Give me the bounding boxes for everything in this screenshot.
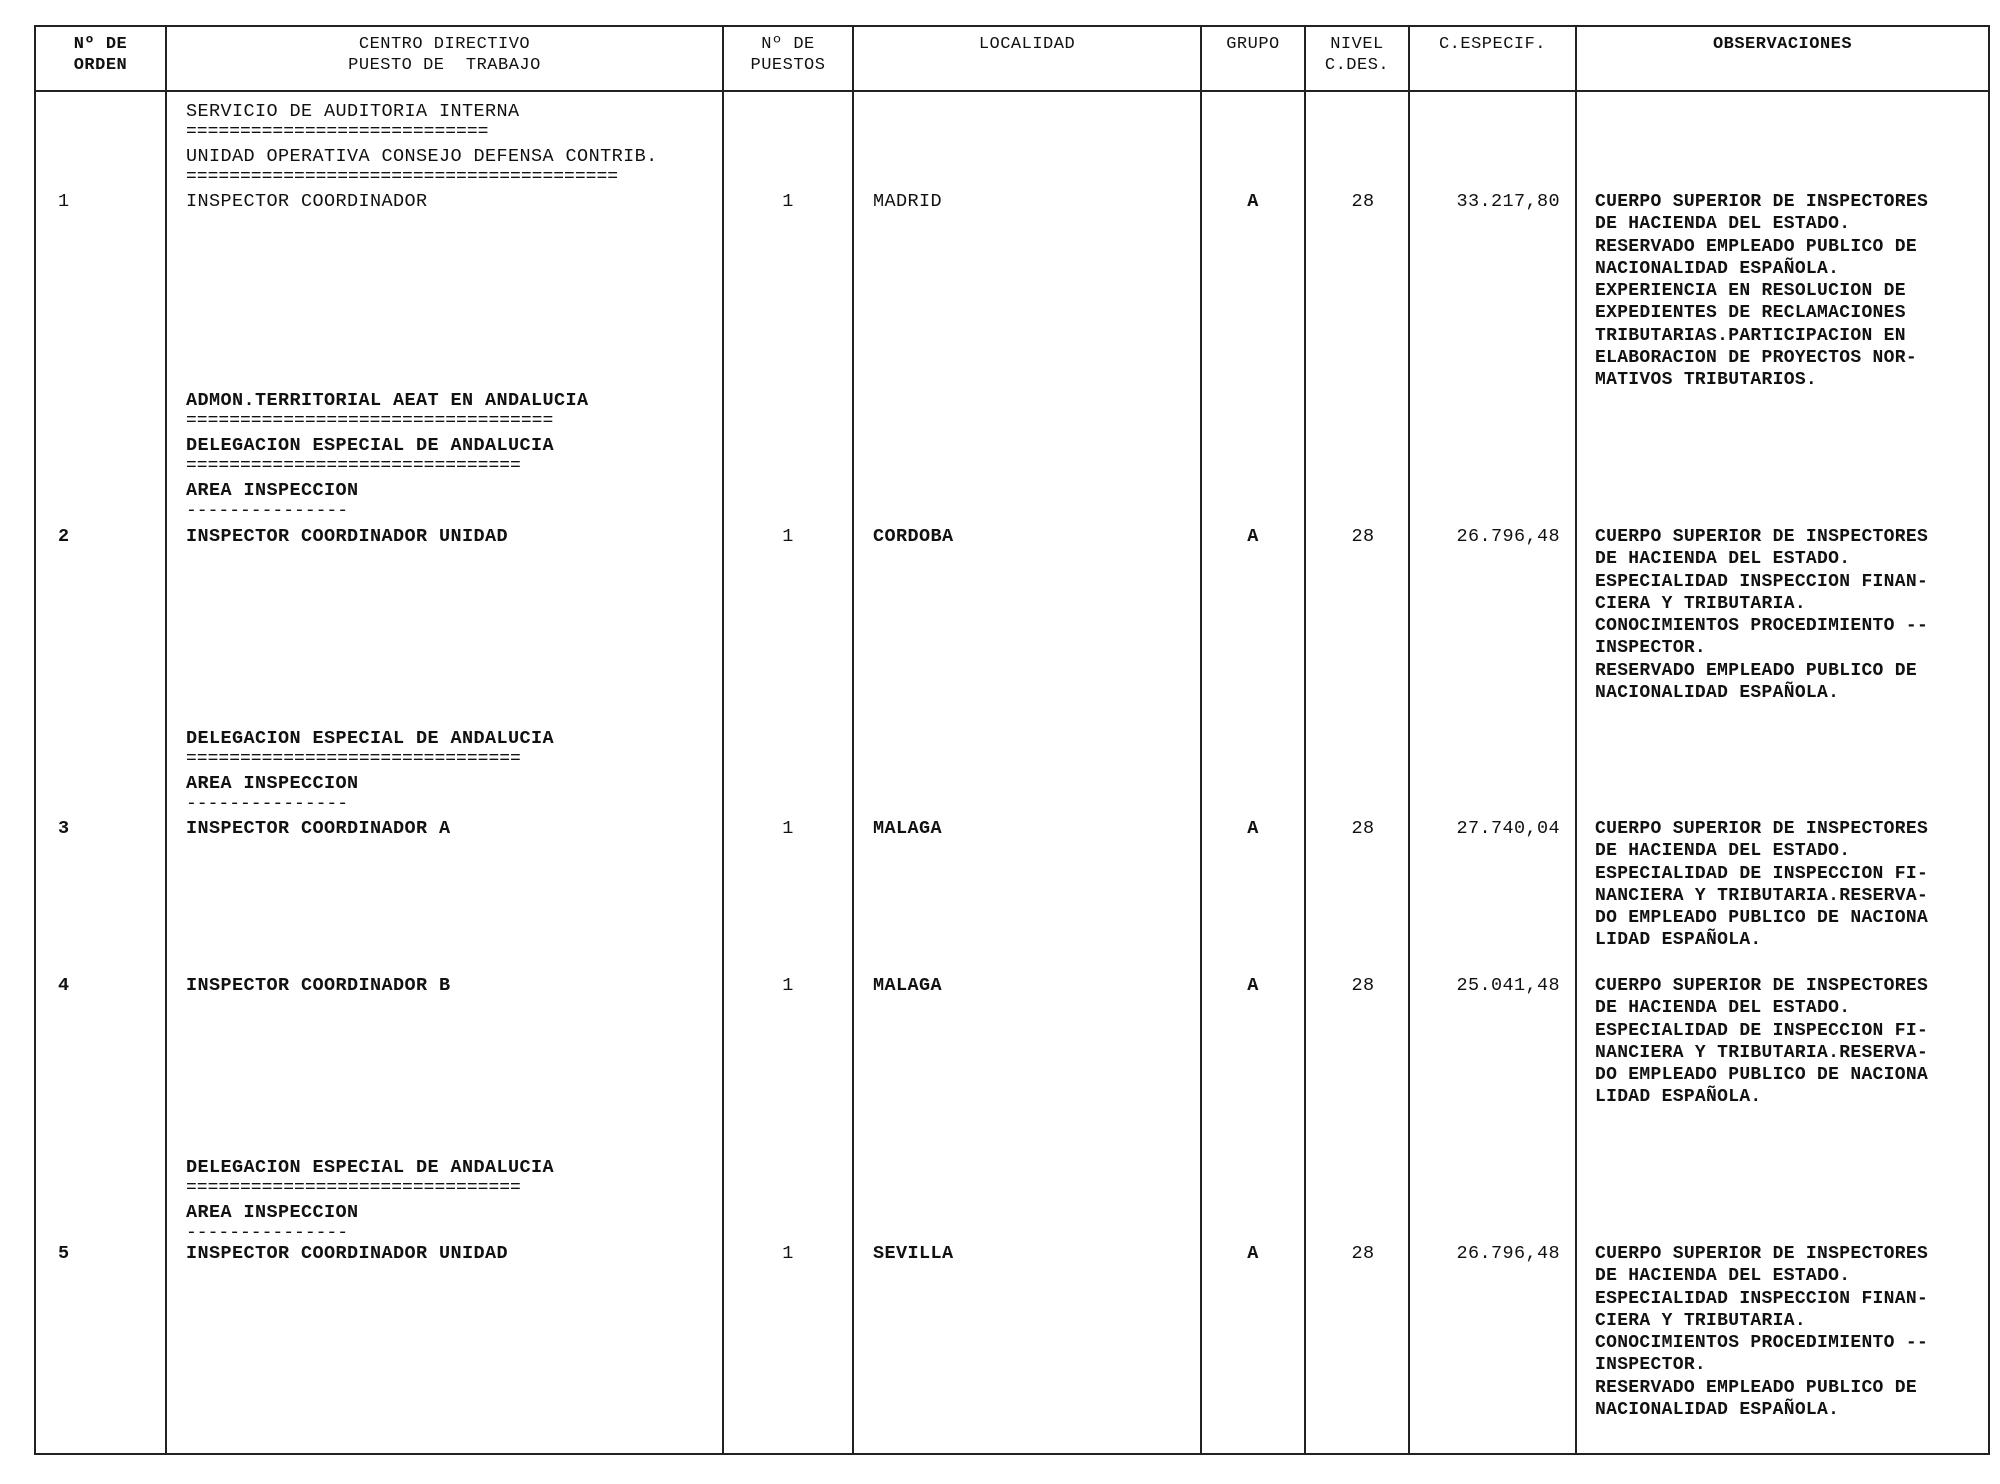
section-title: DELEGACION ESPECIAL DE ANDALUCIA	[186, 728, 555, 749]
row-puesto: INSPECTOR COORDINADOR UNIDAD	[186, 1243, 509, 1264]
row-grupo: A	[1247, 1243, 1259, 1264]
header-divider	[34, 90, 1990, 92]
section-rule: ===============================	[186, 459, 521, 473]
section-rule: ===============================	[186, 1181, 521, 1195]
row-orden: 3	[58, 818, 70, 839]
row-grupo: A	[1247, 526, 1259, 547]
column-divider	[852, 25, 854, 1455]
column-divider	[1575, 25, 1577, 1455]
row-grupo: A	[1247, 818, 1259, 839]
header-localidad: LOCALIDAD	[978, 35, 1076, 54]
column-divider	[1304, 25, 1306, 1455]
row-nivel: 28	[1351, 975, 1375, 996]
row-orden: 5	[58, 1243, 70, 1264]
section-title: ADMON.TERRITORIAL AEAT EN ANDALUCIA	[186, 390, 589, 411]
section-rule: ===============================	[186, 752, 521, 766]
row-especif: 27.740,04	[1456, 818, 1560, 839]
row-localidad: CORDOBA	[873, 526, 954, 547]
header-especif: C.ESPECIF.	[1438, 35, 1547, 54]
column-divider	[1408, 25, 1410, 1455]
row-puesto: INSPECTOR COORDINADOR A	[186, 818, 451, 839]
section-title: DELEGACION ESPECIAL DE ANDALUCIA	[186, 1157, 555, 1178]
row-nivel: 28	[1351, 526, 1375, 547]
row-nivel: 28	[1351, 1243, 1375, 1264]
row-observaciones: CUERPO SUPERIOR DE INSPECTORES DE HACIENDA DEL ESTADO. ESPECIALIDAD INSPECCION FINAN- CIERA Y TRIBUTARIA. CONOCIMIENTOS PROCEDIMIENTO -- INSPECTOR. RESERVADO EMPLEADO PUBLICO DE NACIONALIDAD ESPAÑOLA.	[1595, 527, 1929, 704]
row-num-puestos: 1	[782, 191, 794, 212]
row-puesto: INSPECTOR COORDINADOR	[186, 191, 428, 212]
row-especif: 26.796,48	[1456, 1243, 1560, 1264]
section-title: AREA INSPECCION	[186, 480, 359, 501]
header-centro-directivo: CENTRO DIRECTIVO PUESTO DE TRABAJO	[348, 35, 541, 75]
row-num-puestos: 1	[782, 526, 794, 547]
section-rule: ---------------	[186, 504, 349, 518]
row-orden: 2	[58, 526, 70, 547]
column-divider	[1200, 25, 1202, 1455]
row-observaciones: CUERPO SUPERIOR DE INSPECTORES DE HACIENDA DEL ESTADO. ESPECIALIDAD DE INSPECCION FI- NANCIERA Y TRIBUTARIA.RESERVA- DO EMPLEADO PUBLICO DE NACIONA LIDAD ESPAÑOLA.	[1595, 819, 1929, 951]
section-title: DELEGACION ESPECIAL DE ANDALUCIA	[186, 435, 555, 456]
row-puesto: INSPECTOR COORDINADOR B	[186, 975, 451, 996]
row-nivel: 28	[1351, 818, 1375, 839]
column-divider	[165, 25, 167, 1455]
row-puesto: INSPECTOR COORDINADOR UNIDAD	[186, 526, 509, 547]
section-title: UNIDAD OPERATIVA CONSEJO DEFENSA CONTRIB.	[186, 146, 658, 167]
column-divider	[722, 25, 724, 1455]
header-nivel: NIVEL C.DES.	[1324, 35, 1390, 75]
header-orden: Nº DE ORDEN	[73, 35, 128, 75]
section-title: SERVICIO DE AUDITORIA INTERNA	[186, 101, 520, 122]
row-especif: 26.796,48	[1456, 526, 1560, 547]
row-localidad: MALAGA	[873, 818, 943, 839]
row-grupo: A	[1247, 191, 1259, 212]
row-nivel: 28	[1351, 191, 1375, 212]
row-orden: 1	[58, 191, 70, 212]
header-grupo: GRUPO	[1226, 35, 1280, 54]
row-localidad: MALAGA	[873, 975, 943, 996]
section-title: AREA INSPECCION	[186, 1202, 359, 1223]
section-rule: ============================	[186, 125, 489, 139]
row-num-puestos: 1	[782, 1243, 794, 1264]
row-observaciones: CUERPO SUPERIOR DE INSPECTORES DE HACIENDA DEL ESTADO. ESPECIALIDAD DE INSPECCION FI- NANCIERA Y TRIBUTARIA.RESERVA- DO EMPLEADO PUBLICO DE NACIONA LIDAD ESPAÑOLA.	[1595, 976, 1929, 1108]
row-especif: 33.217,80	[1456, 191, 1560, 212]
section-rule: ==================================	[186, 414, 554, 428]
row-observaciones: CUERPO SUPERIOR DE INSPECTORES DE HACIENDA DEL ESTADO. RESERVADO EMPLEADO PUBLICO DE NACIONALIDAD ESPAÑOLA. EXPERIENCIA EN RESOLUCION DE EXPEDIENTES DE RECLAMACIONES TRIBUTARIAS.PARTICIPACION EN ELABORACION DE PROYECTOS NOR- MATIVOS TRIBUTARIOS.	[1595, 192, 1929, 391]
header-num-puestos: Nº DE PUESTOS	[750, 35, 826, 75]
section-rule: ---------------	[186, 1226, 349, 1240]
section-rule: ========================================	[186, 170, 619, 184]
row-localidad: SEVILLA	[873, 1243, 954, 1264]
row-num-puestos: 1	[782, 818, 794, 839]
row-orden: 4	[58, 975, 70, 996]
section-rule: ---------------	[186, 797, 349, 811]
row-num-puestos: 1	[782, 975, 794, 996]
row-localidad: MADRID	[873, 191, 943, 212]
row-observaciones: CUERPO SUPERIOR DE INSPECTORES DE HACIENDA DEL ESTADO. ESPECIALIDAD INSPECCION FINAN- CIERA Y TRIBUTARIA. CONOCIMIENTOS PROCEDIMIENTO -- INSPECTOR. RESERVADO EMPLEADO PUBLICO DE NACIONALIDAD ESPAÑOLA.	[1595, 1244, 1929, 1421]
header-observaciones: OBSERVACIONES	[1712, 35, 1853, 54]
row-especif: 25.041,48	[1456, 975, 1560, 996]
row-grupo: A	[1247, 975, 1259, 996]
section-title: AREA INSPECCION	[186, 773, 359, 794]
